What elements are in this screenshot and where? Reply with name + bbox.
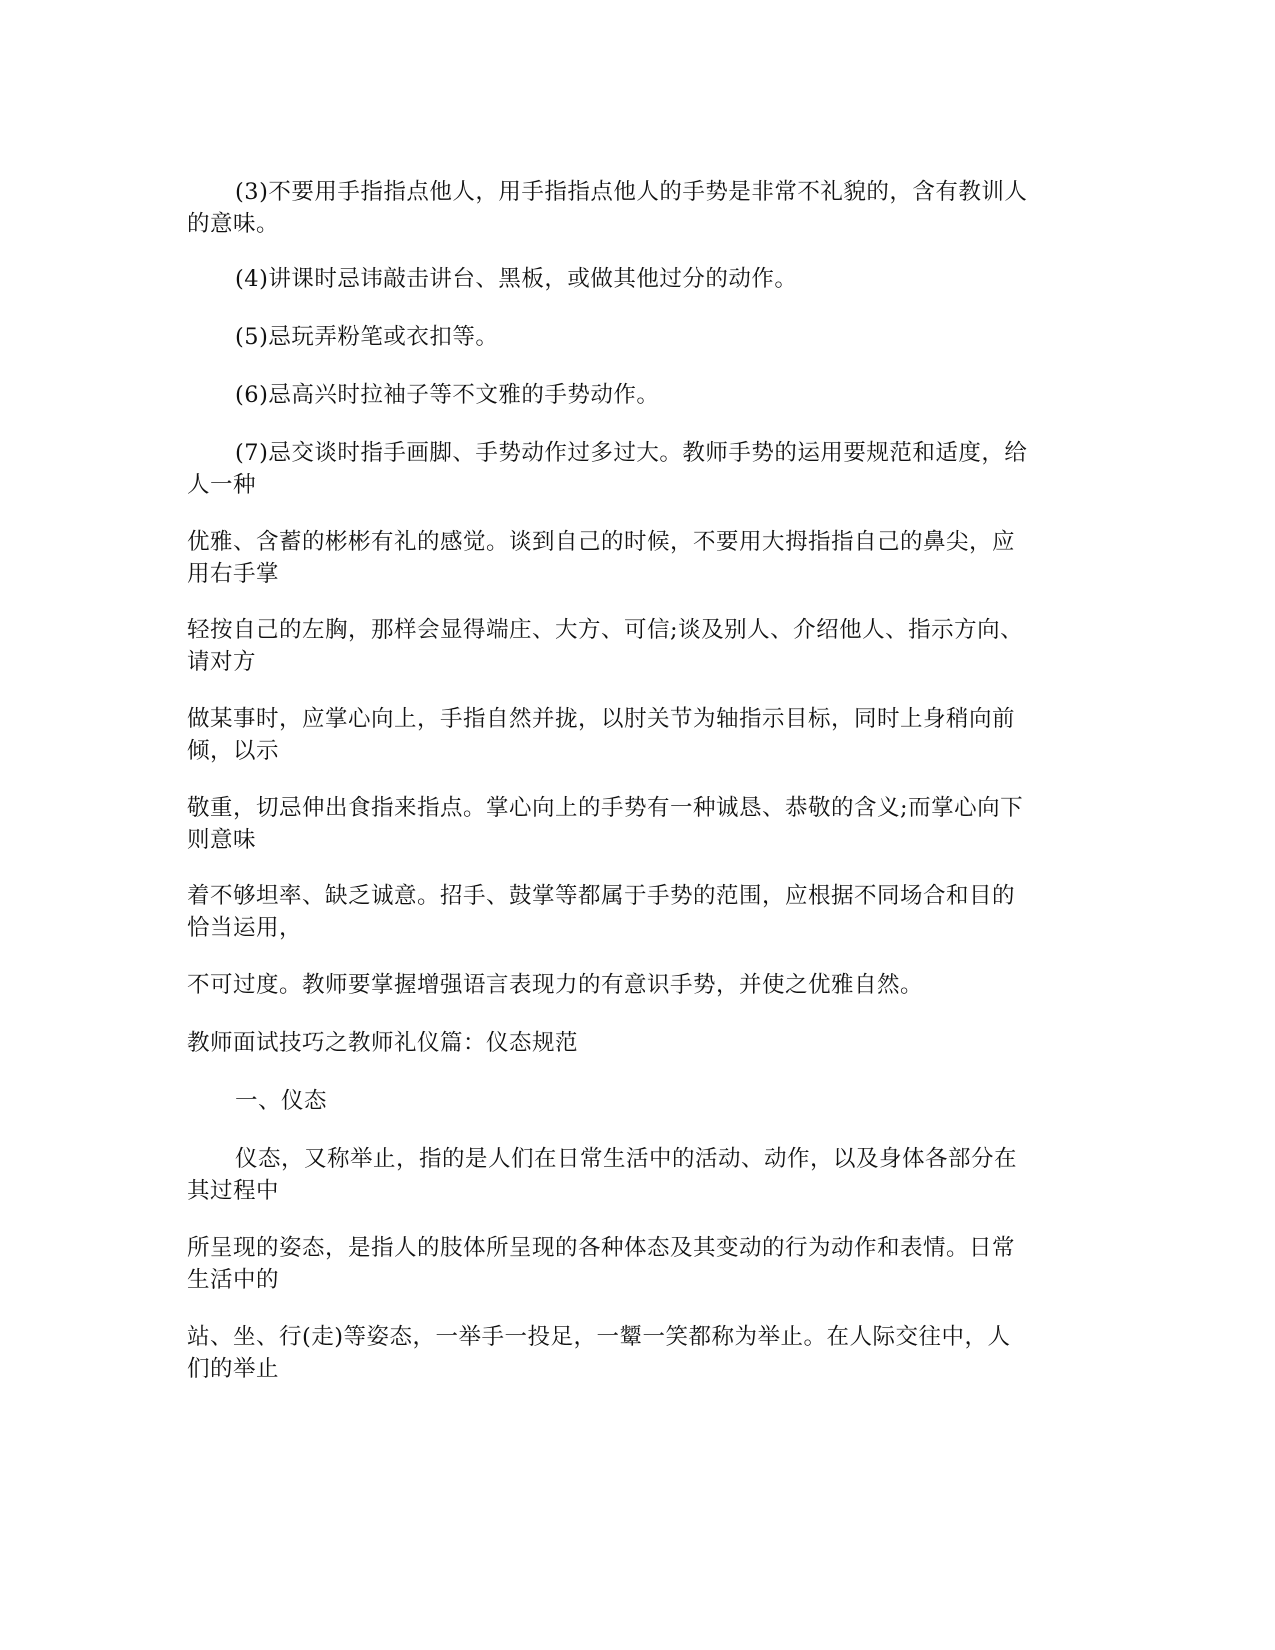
text-line: 人一种 bbox=[187, 472, 257, 498]
text-line: 其过程中 bbox=[187, 1178, 280, 1204]
paragraph-text bbox=[187, 526, 1092, 590]
text-line: (6)忌高兴时拉袖子等不文雅的手势动作。 bbox=[235, 382, 660, 408]
paragraph-item-5 bbox=[187, 321, 1092, 353]
paragraph-item-3 bbox=[187, 176, 1092, 240]
section-title: 教师面试技巧之教师礼仪篇：仪态规范 bbox=[187, 1030, 579, 1056]
text-line: (3)不要用手指指点他人，用手指指点他人的手势是非常不礼貌的，含有教训人 bbox=[235, 179, 1028, 205]
paragraph-text bbox=[187, 1143, 1092, 1207]
text-line: 恰当运用， bbox=[187, 915, 303, 941]
paragraph-item-6 bbox=[187, 379, 1092, 411]
text-line: 则意味 bbox=[187, 827, 257, 853]
text-line: 们的举止 bbox=[187, 1356, 280, 1382]
text-line: 不可过度。教师要掌握增强语言表现力的有意识手势，并使之优雅自然。 bbox=[187, 972, 924, 998]
paragraph-text bbox=[187, 703, 1092, 767]
text-line: 的意味。 bbox=[187, 211, 280, 237]
paragraph-text bbox=[187, 792, 1092, 856]
text-line: 仪态，又称举止，指的是人们在日常生活中的活动、动作，以及身体各部分在 bbox=[235, 1146, 1018, 1172]
text-line: 站、坐、行(走)等姿态，一举手一投足，一颦一笑都称为举止。在人际交往中，人 bbox=[187, 1324, 1011, 1350]
text-line: (7)忌交谈时指手画脚、手势动作过多过大。教师手势的运用要规范和适度，给 bbox=[235, 440, 1028, 466]
paragraph-text bbox=[187, 969, 1092, 1001]
section-heading bbox=[187, 1027, 1092, 1059]
text-line: 倾，以示 bbox=[187, 738, 280, 764]
paragraph-text bbox=[187, 880, 1092, 944]
text-line: 着不够坦率、缺乏诚意。招手、鼓掌等都属于手势的范围，应根据不同场合和目的 bbox=[187, 883, 1016, 909]
text-line: 请对方 bbox=[187, 649, 257, 675]
paragraph-item-4 bbox=[187, 263, 1092, 295]
subsection-title: 一、仪态 bbox=[235, 1088, 328, 1114]
paragraph-text bbox=[187, 1321, 1092, 1385]
paragraph-text bbox=[187, 1232, 1092, 1296]
text-line: 用右手掌 bbox=[187, 561, 280, 587]
text-line: 敬重，切忌伸出食指来指点。掌心向上的手势有一种诚恳、恭敬的含义;而掌心向下 bbox=[187, 795, 1024, 821]
text-line: 生活中的 bbox=[187, 1267, 280, 1293]
paragraph-item-7 bbox=[187, 437, 1092, 501]
text-line: (4)讲课时忌讳敲击讲台、黑板，或做其他过分的动作。 bbox=[235, 266, 798, 292]
text-line: 轻按自己的左胸，那样会显得端庄、大方、可信;谈及别人、介绍他人、指示方向、 bbox=[187, 617, 1024, 643]
text-line: (5)忌玩弄粉笔或衣扣等。 bbox=[235, 324, 499, 350]
text-line: 所呈现的姿态，是指人的肢体所呈现的各种体态及其变动的行为动作和表情。日常 bbox=[187, 1235, 1016, 1261]
text-line: 优雅、含蓄的彬彬有礼的感觉。谈到自己的时候，不要用大拇指指自己的鼻尖，应 bbox=[187, 529, 1016, 555]
paragraph-text bbox=[187, 614, 1092, 678]
text-line: 做某事时，应掌心向上，手指自然并拢，以肘关节为轴指示目标，同时上身稍向前 bbox=[187, 706, 1016, 732]
subsection-heading bbox=[187, 1085, 1092, 1117]
